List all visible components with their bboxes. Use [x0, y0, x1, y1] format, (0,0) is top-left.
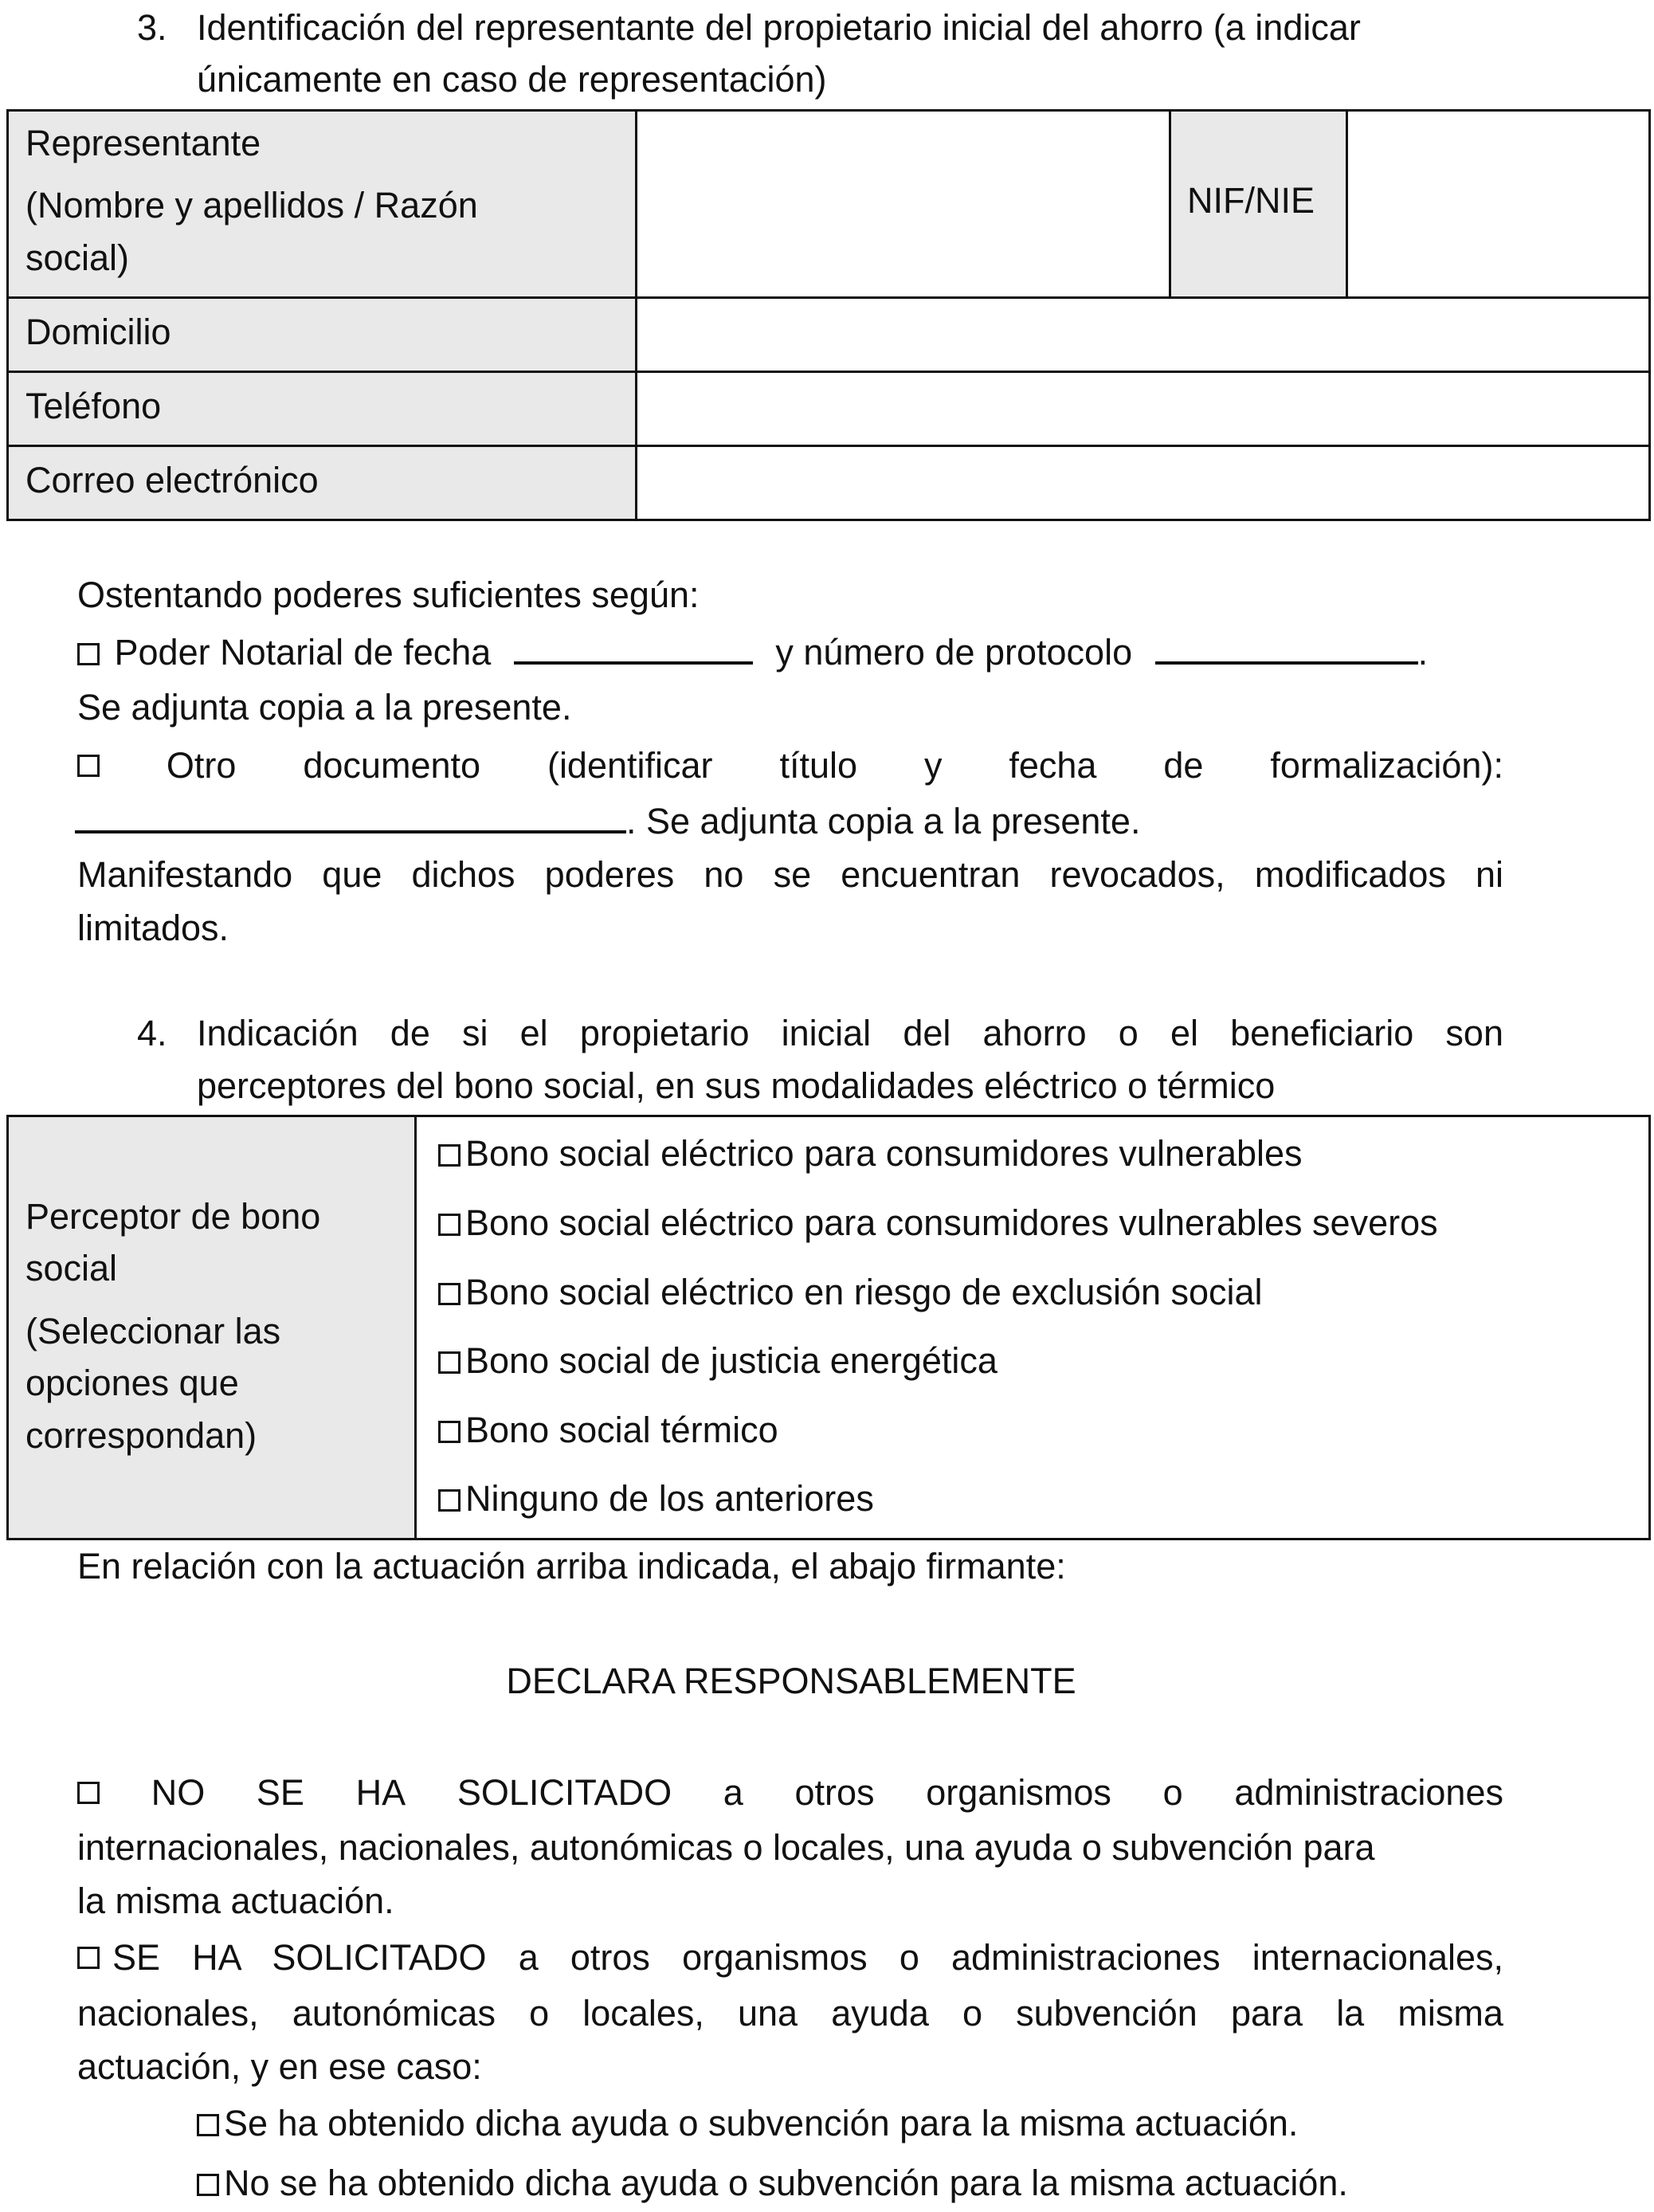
manifest-line-2: limitados.: [77, 908, 229, 948]
otro-word: Otro: [166, 745, 237, 786]
protocolo-label: y número de protocolo: [775, 632, 1133, 673]
adjunta-copia-2: . Se adjunta copia a la presente.: [626, 801, 1141, 841]
si-solicitado-row: [77, 1932, 1503, 1984]
no-word: SOLICITADO: [457, 1772, 672, 1813]
no-solicitado-line-2: internacionales, nacionales, autonómicas o locales, una ayuda o subvención para: [77, 1827, 1375, 1868]
bono-option-label: Bono social eléctrico para consumidores vulnerables: [465, 1133, 1303, 1174]
telefono-label: Teléfono: [25, 386, 162, 426]
si-word: ayuda: [831, 1993, 929, 2034]
bono-label-line-3: (Seleccionar las: [25, 1311, 281, 1351]
si-word: o: [529, 1993, 550, 2034]
poder-notarial-label: Poder Notarial de fecha: [114, 632, 492, 673]
obtenido-row: [197, 2097, 1298, 2150]
section-3-title-line-1: Identificación del representante del propietario inicial del ahorro (a indicar: [197, 7, 1361, 48]
si-word: locales,: [582, 1993, 704, 2034]
nif-field[interactable]: [1346, 109, 1651, 299]
correo-label: Correo electrónico: [25, 460, 319, 500]
si-word: subvención: [1016, 1993, 1197, 2034]
representante-label-line-2: (Nombre y apellidos / Razón: [25, 185, 478, 226]
section-3-number: 3.: [137, 7, 167, 48]
si-word: misma: [1397, 1993, 1503, 2034]
no-word: o: [1162, 1772, 1183, 1813]
bono-option: [438, 1404, 778, 1457]
section-4-number: 4.: [137, 1013, 167, 1053]
representante-label-line-1: Representante: [25, 123, 261, 163]
bono-option: [438, 1128, 1303, 1180]
telefono-field[interactable]: [635, 371, 1651, 447]
declaration-heading: DECLARA RESPONSABLEMENTE: [506, 1661, 1076, 1701]
otro-documento-blank[interactable]: [75, 795, 626, 833]
domicilio-field[interactable]: [635, 296, 1651, 373]
bono-option-checkbox[interactable]: [438, 1144, 461, 1167]
bono-option-label: Bono social eléctrico en riesgo de exclusión social: [465, 1272, 1263, 1312]
no-word: HA: [355, 1772, 406, 1813]
obtenido-checkbox[interactable]: [197, 2114, 219, 2136]
representante-label-line-3: social): [25, 237, 130, 278]
otro-documento-checkbox[interactable]: [77, 755, 100, 777]
otro-word: formalización):: [1270, 745, 1503, 786]
no-word: a: [723, 1772, 743, 1813]
no-obtenido-checkbox[interactable]: [197, 2174, 219, 2196]
si-word: una: [738, 1993, 798, 2034]
section-4-title-line-1: Indicación de si el propietario inicial del ahorro o el beneficiario son: [197, 1013, 1503, 1053]
bono-option-checkbox[interactable]: [438, 1214, 461, 1236]
si-word: la: [1336, 1993, 1365, 2034]
si-word: autonómicas: [292, 1993, 496, 2034]
otro-word: documento: [303, 745, 481, 786]
otro-word: título: [779, 745, 858, 786]
no-word: organismos: [926, 1772, 1111, 1813]
si-word: para: [1230, 1993, 1303, 2034]
bono-option-label: Bono social térmico: [465, 1410, 778, 1450]
powers-intro: Ostentando poderes suficientes según:: [77, 575, 700, 615]
bono-option-label: Bono social eléctrico para consumidores vulnerables severos: [465, 1202, 1438, 1243]
bono-label-line-1: Perceptor de bono: [25, 1196, 321, 1237]
bono-label-line-5: correspondan): [25, 1415, 257, 1456]
protocolo-number-blank[interactable]: [1155, 626, 1418, 665]
si-solicitado-checkbox[interactable]: [77, 1947, 100, 1969]
poder-end: .: [1417, 632, 1429, 673]
otro-word: (identificar: [547, 745, 713, 786]
bono-option: [438, 1473, 874, 1525]
otro-documento-row: [77, 739, 1503, 792]
otro-word: de: [1163, 745, 1204, 786]
domicilio-label: Domicilio: [25, 312, 171, 352]
no-word: NO: [151, 1772, 206, 1813]
bono-option-checkbox[interactable]: [438, 1421, 461, 1443]
bono-option-label: Bono social de justicia energética: [465, 1340, 997, 1381]
no-word: otros: [794, 1772, 875, 1813]
nif-label: NIF/NIE: [1187, 180, 1315, 221]
poder-notarial-row: [77, 626, 1428, 679]
manifest-text: Manifestando que dichos poderes no se encuentran revocados, modificados ni: [77, 854, 1503, 895]
no-obtenido-label: No se ha obtenido dicha ayuda o subvención para la misma actuación.: [224, 2163, 1348, 2203]
bono-option: [438, 1335, 997, 1387]
bono-option: [438, 1266, 1263, 1319]
bono-option-label: Ninguno de los anteriores: [465, 1478, 874, 1519]
si-solicitado-line-2: [77, 1987, 1503, 2040]
no-solicitado-line-3: la misma actuación.: [77, 1881, 394, 1921]
bono-label-line-4: opciones que: [25, 1363, 239, 1403]
no-word: administraciones: [1234, 1772, 1503, 1813]
no-word: SE: [256, 1772, 304, 1813]
si-solicitado-line-3: actuación, y en ese caso:: [77, 2046, 482, 2087]
si-solicitado-line-1: SE HA SOLICITADO a otros organismos o administraciones internacionales,: [112, 1937, 1503, 1978]
section-4-title-line-2: perceptores del bono social, en sus modalidades eléctrico o térmico: [197, 1065, 1276, 1106]
no-solicitado-row: [77, 1767, 1503, 1819]
bono-label-line-2: social: [25, 1248, 118, 1288]
bono-option-checkbox[interactable]: [438, 1283, 461, 1305]
representante-name-field[interactable]: [635, 109, 1171, 299]
si-word: nacionales,: [77, 1993, 259, 2034]
poder-notarial-checkbox[interactable]: [77, 643, 100, 665]
manifest-line-1: [77, 849, 1503, 901]
no-solicitado-checkbox[interactable]: [77, 1782, 100, 1804]
bono-option-checkbox[interactable]: [438, 1351, 461, 1374]
no-obtenido-row: [197, 2157, 1348, 2210]
correo-field[interactable]: [635, 445, 1651, 521]
section-3-title-line-2: únicamente en caso de representación): [197, 59, 827, 100]
otro-documento-line-2: [75, 795, 1140, 848]
relation-text: En relación con la actuación arriba indicada, el abajo firmante:: [77, 1546, 1066, 1586]
bono-option: [438, 1197, 1438, 1249]
adjunta-copia-1: Se adjunta copia a la presente.: [77, 687, 572, 728]
poder-date-blank[interactable]: [514, 626, 753, 665]
bono-option-checkbox[interactable]: [438, 1489, 461, 1512]
otro-word: fecha: [1009, 745, 1097, 786]
obtenido-label: Se ha obtenido dicha ayuda o subvención para la misma actuación.: [224, 2103, 1299, 2143]
otro-word: y: [923, 745, 943, 786]
si-word: o: [962, 1993, 983, 2034]
